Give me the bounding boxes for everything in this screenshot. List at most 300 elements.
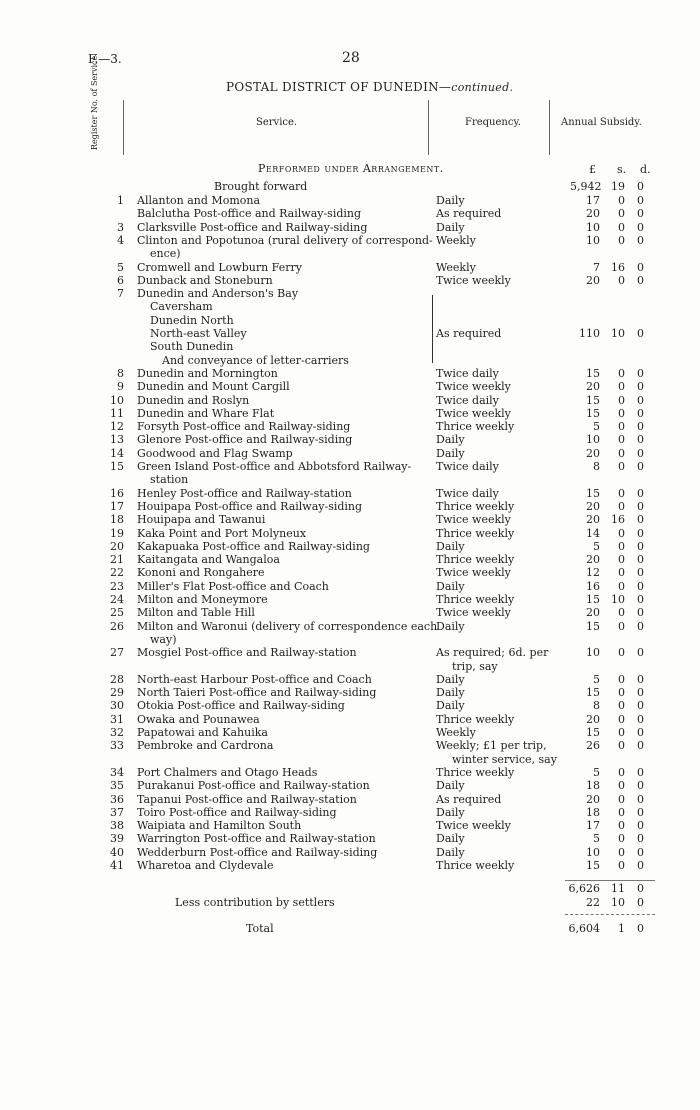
frequency: Weekly bbox=[436, 260, 476, 274]
service-name: Balclutha Post-office and Railway-siding bbox=[137, 207, 362, 221]
title-main: POSTAL DISTRICT OF DUNEDIN— bbox=[226, 80, 452, 94]
amount-shillings: 0 bbox=[618, 859, 625, 872]
frequency: Weekly bbox=[436, 233, 476, 247]
frequency: Daily bbox=[436, 832, 465, 846]
service-name: Dunedin and Mount Cargill bbox=[137, 380, 290, 394]
register-number: 27 bbox=[110, 646, 124, 660]
amount-pence: 0 bbox=[637, 593, 644, 606]
register-number: 16 bbox=[110, 486, 124, 500]
amount-pence: 0 bbox=[637, 486, 644, 500]
amount-pence: 0 bbox=[637, 712, 644, 726]
amount-pence: 0 bbox=[637, 686, 644, 700]
amount-pounds: 110 bbox=[579, 327, 600, 340]
service-name: Milton and Waronui (delivery of correspondence each bbox=[137, 619, 438, 633]
table-row bbox=[0, 819, 700, 833]
service-name: Kaka Point and Port Molyneux bbox=[137, 526, 307, 540]
amount-shillings: 16 bbox=[611, 513, 625, 527]
register-number: 22 bbox=[110, 566, 124, 580]
table-row bbox=[0, 194, 700, 208]
register-number: 33 bbox=[110, 739, 124, 753]
amount-shillings: 0 bbox=[618, 646, 625, 660]
amount-shillings: 0 bbox=[618, 765, 625, 779]
amount-pence: 0 bbox=[637, 832, 644, 846]
frequency: Daily bbox=[436, 194, 465, 207]
amount-pence: 0 bbox=[637, 446, 644, 460]
frequency: Twice weekly bbox=[436, 513, 511, 527]
service-name: Toiro Post-office and Railway-siding bbox=[137, 805, 337, 819]
register-number: 11 bbox=[110, 406, 124, 420]
amount-pounds: 20 bbox=[586, 606, 600, 620]
frequency: Thrice weekly bbox=[436, 765, 515, 779]
frequency: Twice daily bbox=[436, 393, 499, 407]
table-row bbox=[0, 367, 700, 381]
service-name: Kononi and Rongahere bbox=[137, 566, 265, 580]
amount-pounds: 15 bbox=[586, 859, 600, 872]
amount-pence: 0 bbox=[637, 420, 644, 434]
frequency: Daily bbox=[436, 433, 465, 447]
table-row bbox=[0, 394, 700, 408]
column-rule bbox=[123, 100, 124, 155]
currency-shillings-heading: s. bbox=[617, 163, 627, 176]
amount-shillings: 10 bbox=[611, 327, 625, 340]
service-name: Houipapa and Tawanui bbox=[137, 513, 266, 527]
table-row bbox=[0, 407, 700, 421]
frequency: Thrice weekly bbox=[436, 420, 515, 434]
amount-pounds: 18 bbox=[586, 779, 600, 793]
total-label: Total bbox=[246, 922, 274, 935]
register-number: 31 bbox=[110, 712, 124, 726]
register-number: 35 bbox=[110, 779, 124, 793]
amount-pounds: 15 bbox=[586, 486, 600, 500]
brace bbox=[432, 295, 433, 363]
document-reference: F.—3. bbox=[88, 52, 122, 66]
amount-shillings: 0 bbox=[618, 792, 625, 806]
service-name: Purakanui Post-office and Railway-station bbox=[137, 779, 370, 793]
frequency: Daily bbox=[436, 539, 465, 553]
register-number: 38 bbox=[110, 819, 124, 833]
amount-pounds: 20 bbox=[586, 380, 600, 394]
amount-pence: 0 bbox=[637, 380, 644, 394]
table-row bbox=[0, 739, 700, 753]
amount-pence: 0 bbox=[637, 366, 644, 380]
amount-shillings: 0 bbox=[618, 712, 625, 726]
table-row bbox=[0, 314, 700, 328]
frequency: As required bbox=[436, 792, 502, 806]
frequency: As required bbox=[436, 327, 502, 340]
service-name: Goodwood and Flag Swamp bbox=[137, 446, 293, 460]
title-suffix: continued. bbox=[451, 81, 514, 94]
table-row bbox=[0, 779, 700, 793]
table-row bbox=[0, 540, 700, 554]
table-row bbox=[0, 487, 700, 501]
amount-shillings: 0 bbox=[618, 553, 625, 567]
frequency: Thrice weekly bbox=[436, 499, 515, 513]
amount-shillings: 0 bbox=[618, 406, 625, 420]
amount-shillings: 1 bbox=[618, 922, 625, 935]
amount-shillings: 0 bbox=[618, 420, 625, 434]
amount-pounds: 5 bbox=[593, 420, 600, 434]
frequency: Twice weekly bbox=[436, 273, 511, 287]
amount-pounds: 10 bbox=[586, 845, 600, 859]
table-row bbox=[0, 566, 700, 580]
amount-shillings: 11 bbox=[611, 882, 625, 895]
amount-shillings: 0 bbox=[618, 579, 625, 593]
amount-pounds: 5 bbox=[593, 765, 600, 779]
register-number: 15 bbox=[110, 460, 124, 473]
amount-pence: 0 bbox=[637, 433, 644, 447]
amount-shillings: 0 bbox=[618, 433, 625, 447]
amount-shillings: 0 bbox=[618, 220, 625, 234]
amount-pence: 0 bbox=[637, 194, 644, 207]
column-header-register: Register No. of Service. bbox=[90, 53, 99, 150]
amount-pounds: 14 bbox=[586, 526, 600, 540]
amount-shillings: 0 bbox=[618, 366, 625, 380]
frequency: Thrice weekly bbox=[436, 526, 515, 540]
register-number: 12 bbox=[110, 420, 124, 434]
amount-shillings: 0 bbox=[618, 845, 625, 859]
frequency: Twice weekly bbox=[436, 819, 511, 833]
frequency: Daily bbox=[436, 619, 465, 633]
register-number: 25 bbox=[110, 606, 124, 620]
table-row bbox=[0, 846, 700, 860]
amount-shillings: 0 bbox=[618, 779, 625, 793]
amount-pence: 0 bbox=[637, 566, 644, 580]
frequency: Twice weekly bbox=[436, 566, 511, 580]
frequency: trip, say bbox=[452, 659, 498, 673]
table-row bbox=[0, 593, 700, 607]
table-row bbox=[0, 274, 700, 288]
amount-pounds: 5 bbox=[593, 539, 600, 553]
register-number: 23 bbox=[110, 579, 124, 593]
table-row bbox=[0, 513, 700, 527]
service-name: Waipiata and Hamilton South bbox=[137, 819, 302, 833]
amount-pounds: 17 bbox=[586, 819, 600, 833]
amount-shillings: 0 bbox=[618, 526, 625, 540]
table-row bbox=[0, 234, 700, 248]
register-number: 37 bbox=[110, 805, 124, 819]
amount-pence: 0 bbox=[637, 805, 644, 819]
rule bbox=[565, 914, 655, 915]
service-name: Houipapa Post-office and Railway-siding bbox=[137, 499, 363, 513]
service-name: And conveyance of letter-carriers bbox=[162, 353, 349, 367]
table-row bbox=[0, 660, 700, 674]
currency-pence-heading: d. bbox=[640, 163, 651, 176]
register-number: 28 bbox=[110, 672, 124, 686]
service-name: Clarksville Post-office and Railway-siding bbox=[137, 220, 368, 234]
table-row bbox=[0, 699, 700, 713]
frequency: Weekly bbox=[436, 726, 476, 739]
register-number: 3 bbox=[117, 220, 124, 234]
table-row bbox=[0, 327, 700, 341]
rule bbox=[565, 880, 655, 881]
register-number: 19 bbox=[110, 526, 124, 540]
amount-pence: 0 bbox=[637, 406, 644, 420]
amount-shillings: 10 bbox=[611, 896, 625, 909]
table-row bbox=[0, 261, 700, 275]
amount-pence: 0 bbox=[637, 327, 644, 340]
amount-pence: 0 bbox=[637, 180, 644, 193]
table-row bbox=[0, 207, 700, 221]
amount-pence: 0 bbox=[637, 260, 644, 274]
register-number: 24 bbox=[110, 593, 124, 606]
register-number: 1 bbox=[117, 194, 124, 207]
register-number: 4 bbox=[117, 233, 124, 247]
frequency: Daily bbox=[436, 779, 465, 793]
page-number: 28 bbox=[342, 50, 360, 66]
frequency: Twice daily bbox=[436, 486, 499, 500]
service-name: North Taieri Post-office and Railway-siding bbox=[137, 686, 377, 700]
service-name: Papatowai and Kahuika bbox=[137, 726, 268, 739]
table-row bbox=[0, 380, 700, 394]
frequency: Twice weekly bbox=[436, 380, 511, 394]
amount-pence: 0 bbox=[637, 499, 644, 513]
register-number: 26 bbox=[110, 619, 124, 633]
frequency: Daily bbox=[436, 699, 465, 713]
service-name: Dunedin North bbox=[150, 313, 234, 327]
service-name: Kakapuaka Post-office and Railway-siding bbox=[137, 539, 370, 553]
register-number: 21 bbox=[110, 553, 124, 567]
amount-shillings: 0 bbox=[618, 606, 625, 620]
table-row bbox=[0, 340, 700, 354]
table-row bbox=[0, 859, 700, 873]
service-name: Milton and Moneymore bbox=[137, 593, 268, 606]
brought-forward-row bbox=[0, 180, 700, 194]
service-name: Cromwell and Lowburn Ferry bbox=[137, 260, 302, 274]
table-row bbox=[0, 633, 700, 647]
frequency: Twice weekly bbox=[436, 406, 511, 420]
column-rule bbox=[428, 100, 429, 155]
amount-pounds: 7 bbox=[593, 260, 600, 274]
service-name: Caversham bbox=[150, 300, 213, 314]
service-name: Pembroke and Cardrona bbox=[137, 739, 274, 753]
column-header-subsidy: Annual Subsidy. bbox=[561, 117, 642, 128]
amount-shillings: 10 bbox=[611, 593, 625, 606]
register-number: 32 bbox=[110, 726, 124, 739]
register-number: 29 bbox=[110, 686, 124, 700]
table-row bbox=[0, 646, 700, 660]
service-name: Tapanui Post-office and Railway-station bbox=[137, 792, 357, 806]
amount-shillings: 0 bbox=[618, 539, 625, 553]
register-number: 5 bbox=[117, 260, 124, 274]
amount-pence: 0 bbox=[637, 220, 644, 234]
amount-pence: 0 bbox=[637, 553, 644, 567]
service-name: Wharetoa and Clydevale bbox=[137, 859, 274, 872]
frequency: Daily bbox=[436, 579, 465, 593]
amount-shillings: 0 bbox=[618, 619, 625, 633]
amount-shillings: 0 bbox=[618, 832, 625, 846]
service-name: Owaka and Pounawea bbox=[137, 712, 260, 726]
table-row bbox=[0, 673, 700, 687]
amount-pounds: 5 bbox=[593, 672, 600, 686]
amount-pence: 0 bbox=[637, 579, 644, 593]
table-row bbox=[0, 753, 700, 767]
table-row bbox=[0, 473, 700, 487]
frequency: Twice weekly bbox=[436, 606, 511, 620]
amount-pence: 0 bbox=[637, 792, 644, 806]
amount-pounds: 15 bbox=[586, 619, 600, 633]
amount-shillings: 0 bbox=[618, 194, 625, 207]
amount-shillings: 0 bbox=[618, 499, 625, 513]
less-row bbox=[0, 896, 700, 910]
service-name: Otokia Post-office and Railway-siding bbox=[137, 699, 345, 713]
amount-pence: 0 bbox=[637, 273, 644, 287]
amount-pence: 0 bbox=[637, 672, 644, 686]
table-row bbox=[0, 553, 700, 567]
section-heading: Performed under Arrangement. bbox=[258, 162, 444, 175]
amount-pounds: 20 bbox=[586, 499, 600, 513]
service-name: Dunedin and Roslyn bbox=[137, 393, 250, 407]
frequency: Daily bbox=[436, 845, 465, 859]
service-name: Milton and Table Hill bbox=[137, 606, 255, 620]
amount-pounds: 20 bbox=[586, 712, 600, 726]
amount-pounds: 20 bbox=[586, 207, 600, 221]
amount-pence: 0 bbox=[637, 896, 644, 909]
table-row bbox=[0, 221, 700, 235]
table-row bbox=[0, 460, 700, 474]
amount-shillings: 19 bbox=[611, 180, 625, 193]
frequency: Daily bbox=[436, 220, 465, 234]
table-row bbox=[0, 300, 700, 314]
amount-pence: 0 bbox=[637, 779, 644, 793]
amount-pence: 0 bbox=[637, 526, 644, 540]
table-row bbox=[0, 832, 700, 846]
amount-pence: 0 bbox=[637, 726, 644, 739]
amount-pounds: 18 bbox=[586, 805, 600, 819]
page-title bbox=[226, 80, 513, 94]
register-number: 17 bbox=[110, 499, 124, 513]
register-number: 14 bbox=[110, 446, 124, 460]
less-label: Less contribution by settlers bbox=[175, 896, 335, 909]
service-name: Dunedin and Whare Flat bbox=[137, 406, 275, 420]
amount-pence: 0 bbox=[637, 845, 644, 859]
currency-pounds-heading: £ bbox=[589, 163, 596, 176]
frequency: Twice daily bbox=[436, 366, 499, 380]
table-row bbox=[0, 247, 700, 261]
frequency: Twice daily bbox=[436, 460, 499, 473]
amount-pence: 0 bbox=[637, 513, 644, 527]
amount-pence: 0 bbox=[637, 739, 644, 753]
amount-pence: 0 bbox=[637, 882, 644, 895]
amount-pounds: 20 bbox=[586, 273, 600, 287]
register-number: 7 bbox=[117, 287, 124, 301]
amount-pounds: 20 bbox=[586, 553, 600, 567]
frequency: winter service, say bbox=[452, 752, 557, 766]
service-name: Glenore Post-office and Railway-siding bbox=[137, 433, 353, 447]
register-number: 8 bbox=[117, 366, 124, 380]
register-number: 41 bbox=[110, 859, 124, 872]
amount-pounds: 6,604 bbox=[568, 922, 600, 935]
amount-shillings: 0 bbox=[618, 726, 625, 739]
register-number: 40 bbox=[110, 845, 124, 859]
amount-pounds: 20 bbox=[586, 513, 600, 527]
amount-shillings: 0 bbox=[618, 380, 625, 394]
amount-pence: 0 bbox=[637, 819, 644, 833]
column-header-service: Service. bbox=[256, 117, 298, 128]
register-number: 10 bbox=[110, 393, 124, 407]
amount-pence: 0 bbox=[637, 606, 644, 620]
frequency: Weekly; £1 per trip, bbox=[436, 739, 547, 753]
service-name: station bbox=[150, 473, 189, 487]
amount-pounds: 8 bbox=[593, 699, 600, 713]
amount-pounds: 15 bbox=[586, 726, 600, 739]
service-name: Clinton and Popotunoa (rural delivery of correspond- bbox=[137, 233, 433, 247]
amount-pounds: 10 bbox=[586, 646, 600, 660]
amount-pence: 0 bbox=[637, 646, 644, 660]
amount-pounds: 10 bbox=[586, 433, 600, 447]
service-name: Dunedin and Mornington bbox=[137, 366, 278, 380]
amount-pounds: 15 bbox=[586, 406, 600, 420]
frequency: Thrice weekly bbox=[436, 712, 515, 726]
amount-pence: 0 bbox=[637, 207, 644, 221]
service-name: Forsyth Post-office and Railway-siding bbox=[137, 420, 351, 434]
amount-shillings: 0 bbox=[618, 672, 625, 686]
service-name: ence) bbox=[150, 247, 181, 261]
table-row bbox=[0, 713, 700, 727]
table-row bbox=[0, 527, 700, 541]
amount-shillings: 0 bbox=[618, 805, 625, 819]
service-name: South Dunedin bbox=[150, 340, 234, 354]
service-name: Wedderburn Post-office and Railway-siding bbox=[137, 845, 378, 859]
brought-forward-label: Brought forward bbox=[214, 180, 308, 193]
amount-pounds: 15 bbox=[586, 686, 600, 700]
table-row bbox=[0, 766, 700, 780]
amount-shillings: 0 bbox=[618, 819, 625, 833]
table-row bbox=[0, 726, 700, 740]
amount-pounds: 20 bbox=[586, 792, 600, 806]
table-row bbox=[0, 686, 700, 700]
register-number: 39 bbox=[110, 832, 124, 846]
service-name: North-east Valley bbox=[150, 327, 247, 340]
service-name: Mosgiel Post-office and Railway-station bbox=[137, 646, 357, 660]
frequency: Daily bbox=[436, 805, 465, 819]
column-rule bbox=[549, 100, 550, 155]
amount-pounds: 5 bbox=[593, 832, 600, 846]
subtotal-row bbox=[0, 882, 700, 896]
amount-pence: 0 bbox=[637, 859, 644, 872]
register-number: 9 bbox=[117, 380, 124, 394]
table-row bbox=[0, 793, 700, 807]
register-number: 30 bbox=[110, 699, 124, 713]
table-row bbox=[0, 620, 700, 634]
amount-pounds: 17 bbox=[586, 194, 600, 207]
table-row bbox=[0, 500, 700, 514]
service-name: way) bbox=[150, 632, 177, 646]
amount-pounds: 6,626 bbox=[568, 882, 600, 895]
amount-pence: 0 bbox=[637, 393, 644, 407]
table-row bbox=[0, 287, 700, 301]
amount-shillings: 0 bbox=[618, 739, 625, 753]
amount-pounds: 22 bbox=[586, 896, 600, 909]
frequency: As required bbox=[436, 207, 502, 221]
frequency: Thrice weekly bbox=[436, 553, 515, 567]
service-name: Dunedin and Anderson's Bay bbox=[137, 287, 299, 301]
frequency: Daily bbox=[436, 446, 465, 460]
table-row bbox=[0, 606, 700, 620]
service-name: Dunback and Stoneburn bbox=[137, 273, 273, 287]
table-row bbox=[0, 447, 700, 461]
amount-pence: 0 bbox=[637, 539, 644, 553]
amount-pounds: 16 bbox=[586, 579, 600, 593]
frequency: As required; 6d. per bbox=[436, 646, 549, 660]
frequency: Daily bbox=[436, 686, 465, 700]
amount-shillings: 0 bbox=[618, 460, 625, 473]
amount-pounds: 10 bbox=[586, 233, 600, 247]
frequency: Thrice weekly bbox=[436, 593, 515, 606]
amount-shillings: 0 bbox=[618, 686, 625, 700]
table-row bbox=[0, 354, 700, 368]
service-name: Kaitangata and Wangaloa bbox=[137, 553, 280, 567]
amount-shillings: 0 bbox=[618, 393, 625, 407]
